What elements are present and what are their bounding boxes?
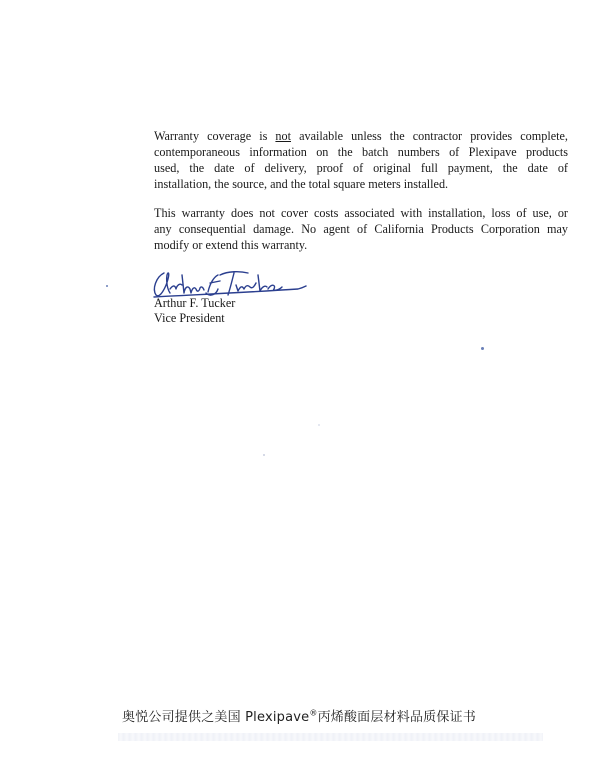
paragraph-line: any consequential damage. No agent of California Products Corporation may <box>154 222 568 236</box>
paragraph-line: Warranty coverage is not available unless the contractor provides complete, <box>154 129 568 143</box>
signer-name: Arthur F. Tucker <box>154 296 236 310</box>
scan-speck <box>318 424 320 426</box>
paragraph-line: installation, the source, and the total square meters installed. <box>154 177 449 191</box>
footer-title-post: 丙烯酸面层材料品质保证书 <box>317 710 476 725</box>
paragraph-line: used, the date of delivery, proof of original full payment, the date of <box>154 161 568 175</box>
footer-scan-band <box>118 733 543 741</box>
paragraph-line: This warranty does not cover costs associated with installation, loss of use, or <box>154 206 568 220</box>
paragraph-line: contemporaneous information on the batch numbers of Plexipave products <box>154 145 568 159</box>
scan-speck <box>263 454 265 456</box>
scan-speck <box>481 347 484 350</box>
scan-speck <box>106 285 108 287</box>
signer-title: Vice President <box>154 311 225 325</box>
warranty-coverage-paragraph <box>154 128 568 192</box>
paragraph-line: modify or extend this warranty. <box>154 238 308 252</box>
warranty-exclusions-paragraph <box>154 205 568 253</box>
registered-mark: ® <box>309 708 318 718</box>
signature-text: Arthur F. Tucker <box>148 265 155 266</box>
underlined-not: not <box>275 129 291 143</box>
footer-title-pre: 奥悦公司提供之美国 Plexipave <box>122 710 310 725</box>
footer-chinese-title <box>122 706 532 730</box>
